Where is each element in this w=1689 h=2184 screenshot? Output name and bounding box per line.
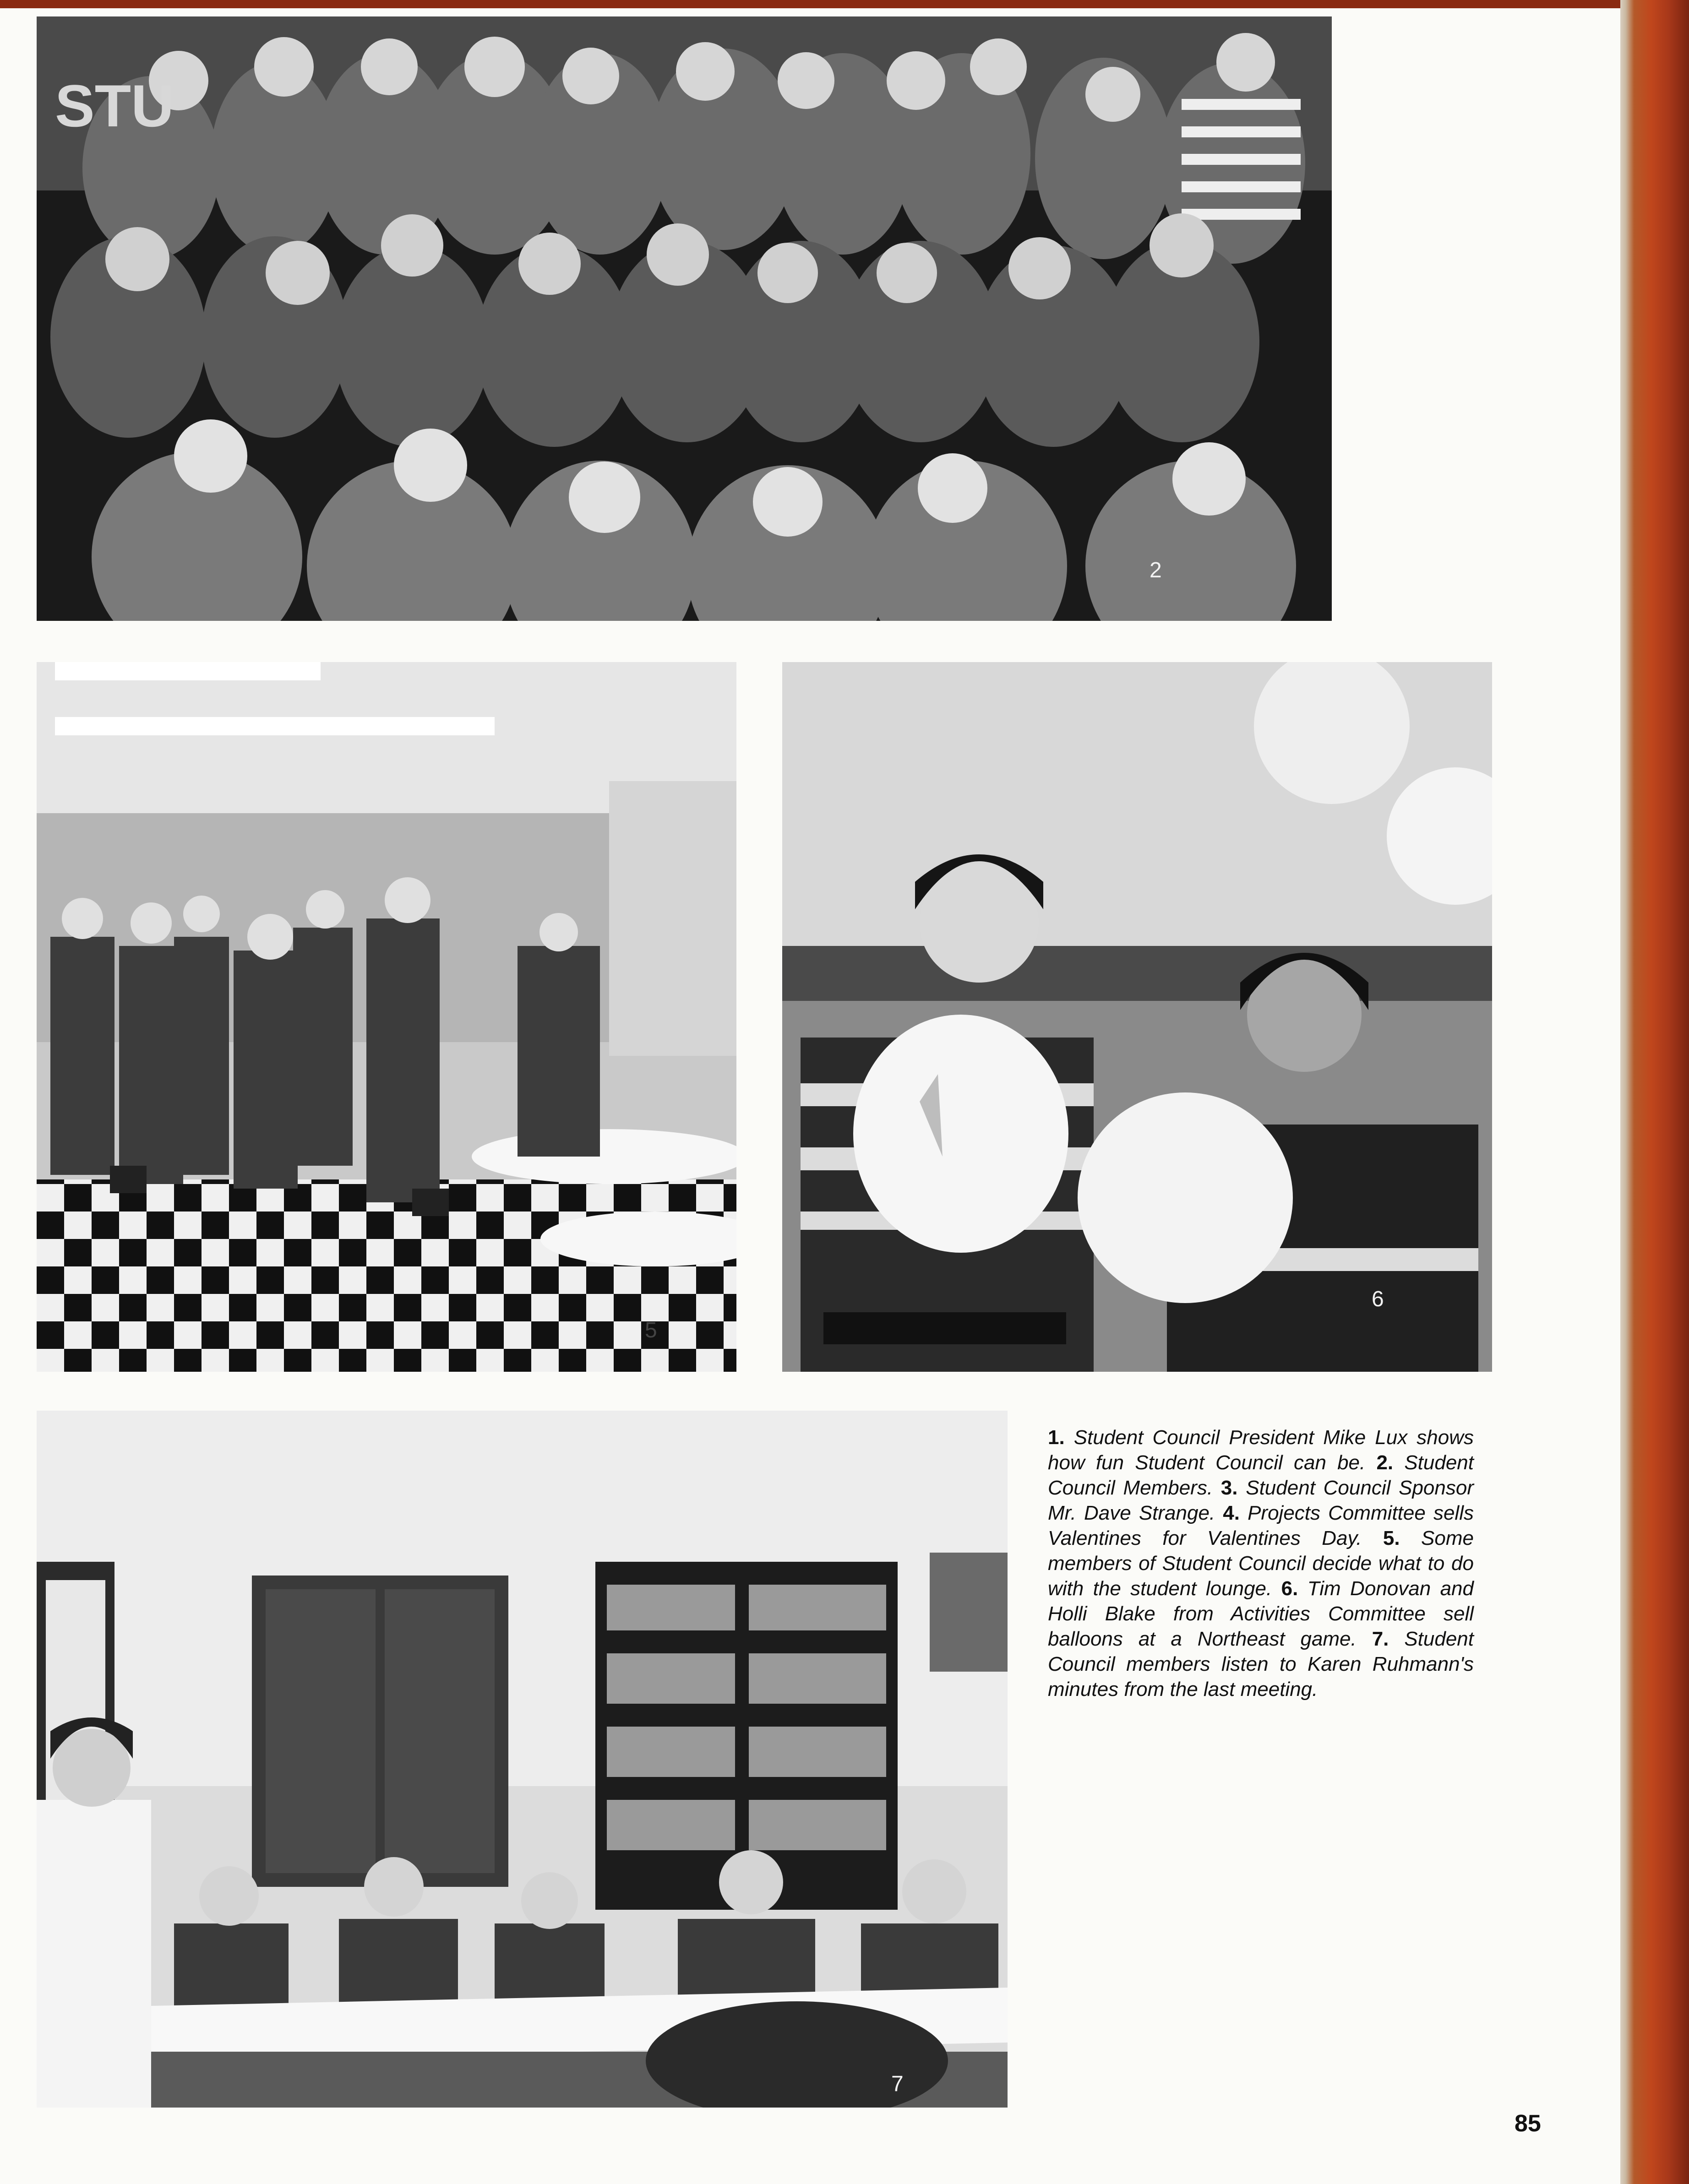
photo-captions bbox=[1048, 1425, 1474, 1702]
yearbook-page bbox=[0, 8, 1620, 2184]
caption-number: 4. bbox=[1223, 1502, 1240, 1524]
page-number: 85 bbox=[1515, 2110, 1541, 2137]
photo-number-2: 2 bbox=[1150, 558, 1162, 582]
photo-student-council-members bbox=[37, 16, 1332, 621]
photo-balloon-sale bbox=[782, 662, 1492, 1372]
caption-number: 3. bbox=[1220, 1477, 1238, 1499]
caption-text: Student Council President Mike Lux shows how fun Student Council can be. bbox=[1048, 1426, 1474, 1474]
caption-text: Student Council members listen to Karen Ruhmann's minutes from the last meeting. bbox=[1048, 1628, 1474, 1700]
caption-number: 6. bbox=[1281, 1577, 1298, 1600]
photo-number-6: 6 bbox=[1372, 1287, 1384, 1311]
book-cover-edge bbox=[1620, 0, 1689, 2184]
caption-number: 5. bbox=[1383, 1527, 1400, 1549]
svg-text:STU: STU bbox=[55, 72, 174, 139]
caption-number: 7. bbox=[1372, 1628, 1389, 1650]
student-lounge-image bbox=[37, 662, 736, 1372]
caption-number: 1. bbox=[1048, 1426, 1065, 1449]
photo-number-5: 5 bbox=[645, 1318, 657, 1342]
caption-text: Student Council Members. bbox=[1048, 1451, 1474, 1499]
caption-text: Tim Donovan and Holli Blake from Activities Committee sell balloons at a Northeast game. bbox=[1048, 1577, 1474, 1650]
caption-text: Projects Committee sells Valentines for Valentines Day. bbox=[1048, 1502, 1474, 1549]
photo-number-7: 7 bbox=[891, 2072, 904, 2096]
caption-text: Student Council Sponsor Mr. Dave Strange. bbox=[1048, 1477, 1474, 1524]
council-meeting-image bbox=[37, 1411, 1008, 2108]
caption-number: 2. bbox=[1376, 1451, 1394, 1474]
balloon-sale-image bbox=[782, 662, 1492, 1372]
caption-text: Some members of Student Council decide what to do with the student lounge. bbox=[1048, 1527, 1474, 1600]
group-portrait-image bbox=[37, 16, 1332, 621]
photo-council-meeting bbox=[37, 1411, 1008, 2108]
photo-student-lounge bbox=[37, 662, 736, 1372]
